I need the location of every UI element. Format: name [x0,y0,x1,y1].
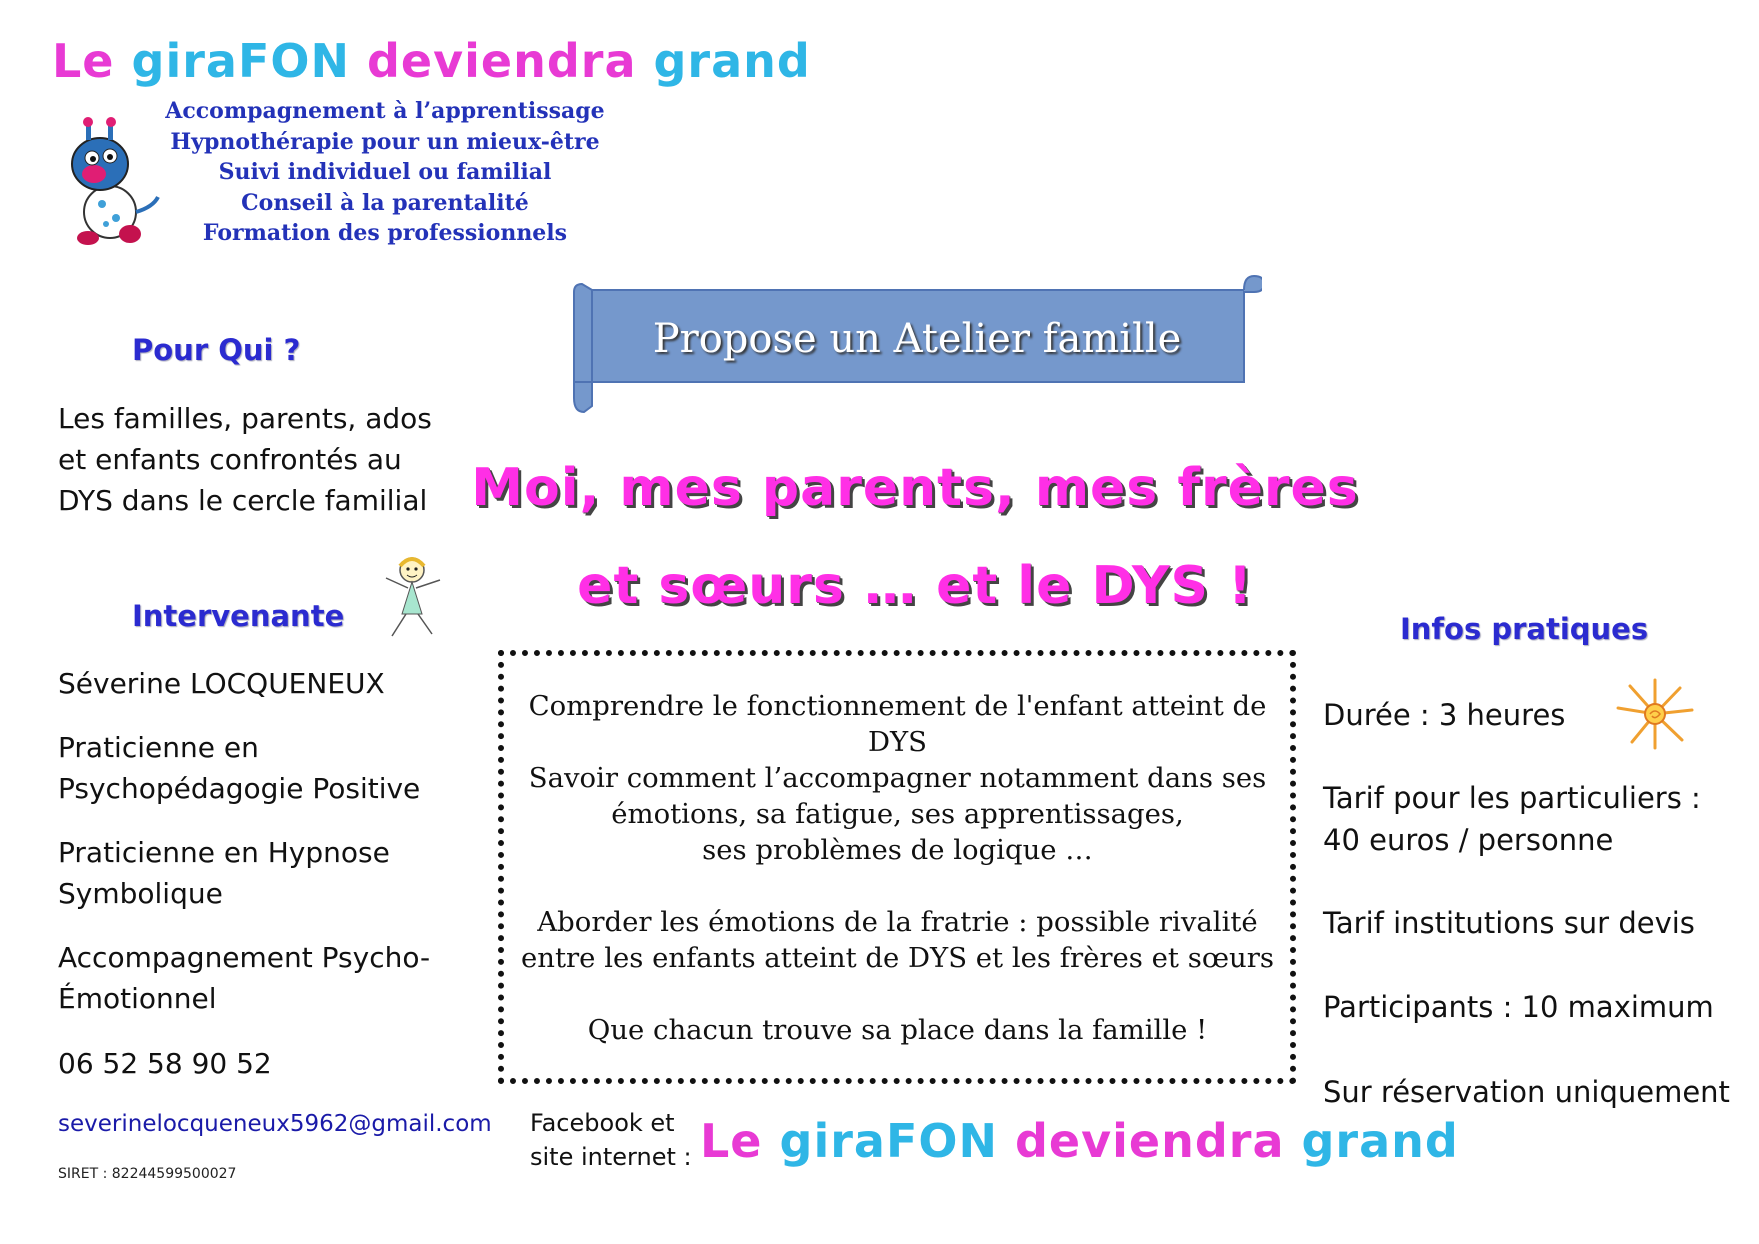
tarif-line: 40 euros / personne [1323,823,1614,857]
stick-girl-icon [378,552,450,642]
email-link[interactable]: severinelocqueneux5962@gmail.com [58,1111,492,1137]
box-paragraph-2 [500,760,1295,868]
infos-tarif-particuliers [1323,777,1701,861]
box-line: Aborder les émotions de la fratrie : possible rivalité [537,906,1258,938]
box-line: émotions, sa fatigue, ses apprentissages, [611,798,1184,830]
intervenante-role-1 [58,727,420,809]
services-list [150,96,620,249]
headline-line-1: Moi, mes parents, mes frères [471,458,1359,518]
brand-word-1: Le [700,1114,763,1168]
intervenante-role-2 [58,832,390,914]
siret-text: SIRET : 82244599500027 [58,1166,237,1182]
service-item: Formation des professionnels [202,220,568,246]
role-line: Accompagnement Psycho- [58,941,431,974]
box-line: entre les enfants atteint de DYS et les frères et sœurs [521,942,1274,974]
box-paragraph-4: Que chacun trouve sa place dans la famille ! [587,1014,1208,1046]
pour-qui-text [58,398,498,521]
role-line: Émotionnel [58,982,217,1015]
service-item: Conseil à la parentalité [241,189,529,216]
sun-icon [1614,678,1696,750]
brand-logo-footer[interactable] [700,1114,1459,1168]
role-line: Praticienne en [58,731,259,764]
brand-word-2: giraFON [131,34,350,88]
tarif-line: Tarif pour les particuliers : [1323,781,1701,815]
service-item: Accompagnement à l’apprentissage [165,98,605,124]
brand-word-4: grand [1301,1114,1459,1168]
brand-word-2: giraFON [779,1114,998,1168]
brand-logo-top [52,34,811,88]
intervenante-role-3 [58,937,430,1019]
pour-qui-line: et enfants confrontés au [58,443,402,476]
box-line: Savoir comment l’accompagner notamment dans ses [528,762,1267,794]
brand-word-1: Le [52,34,115,88]
banner-text: Propose un Atelier famille [652,316,1182,362]
infos-tarif-institutions: Tarif institutions sur devis [1323,906,1695,940]
footer-label [530,1106,692,1174]
phone-number: 06 52 58 90 52 [58,1047,272,1080]
footer-label-line: Facebook et [530,1109,675,1137]
role-line: Praticienne en Hypnose [58,836,390,869]
pour-qui-line: DYS dans le cercle familial [58,484,428,517]
brand-word-3: deviendra [1015,1114,1285,1168]
headline-line-2: et sœurs … et le DYS ! [577,556,1253,616]
infos-participants: Participants : 10 maximum [1323,990,1714,1024]
infos-reservation: Sur réservation uniquement [1323,1075,1730,1109]
infos-duree: Durée : 3 heures [1323,698,1566,732]
intervenante-title: Intervenante [132,599,345,633]
box-paragraph-1: Comprendre le fonctionnement de l'enfant atteint de DYS [528,690,1267,758]
brand-word-3: deviendra [367,34,637,88]
pour-qui-line: Les familles, parents, ados [58,402,432,435]
scroll-banner [572,270,1262,420]
brand-word-4: grand [653,34,811,88]
service-item: Hypnothérapie pour un mieux-être [170,128,600,155]
intervenante-name: Séverine LOCQUENEUX [58,667,385,700]
service-item: Suivi individuel ou familial [218,159,552,185]
infos-title: Infos pratiques [1400,612,1649,646]
role-line: Psychopédagogie Positive [58,772,421,805]
box-line: ses problèmes de logique … [702,834,1093,866]
box-paragraph-3 [500,904,1295,976]
footer-label-line: site internet : [530,1143,692,1171]
pour-qui-title: Pour Qui ? [132,333,301,367]
role-line: Symbolique [58,877,223,910]
